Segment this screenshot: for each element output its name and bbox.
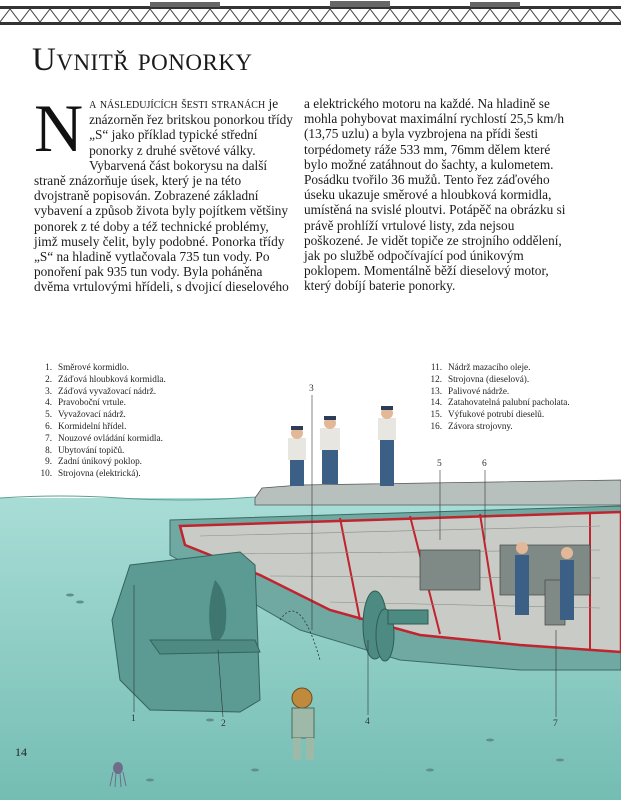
callout-4: 4 — [365, 717, 370, 727]
callout-1: 1 — [131, 714, 136, 724]
callout-7: 7 — [553, 719, 558, 729]
decorative-top-border — [0, 0, 621, 30]
body-text-left: je znázorněn řez britskou ponorkou třídy „S“ jako příklad typické střední ponorky z druhé světové války. Vybarvená část bokorysu na další straně znázorňuje úsek, který je na této dvojstraně popisován. Zobrazené základní vybavení a způsob života byly pojítkem většiny ponorek z té doby a též technické problémy, jimž musely čelit, byly podobné. Ponorka třídy „S“ na hladině vytlačovala 735 tun vody. Po ponoření pak 935 tun vody. Byla poháněna dvěma vrtulovými hřídeli, s dvojicí dieselového — [34, 96, 293, 295]
legend-item: 15. Výfukové potrubí dieselů. — [430, 409, 545, 420]
legend-item: 12. Strojovna (dieselová). — [430, 373, 530, 384]
legend-list-right — [424, 362, 594, 433]
legend-item: 13. Palivové nádrže. — [430, 385, 510, 396]
legend-item: 11. Nádrž mazacího oleje. — [430, 362, 531, 372]
legend-item: 7. Nouzové ovládání kormidla. — [45, 432, 163, 443]
legend-item: 5. Vyvažovací nádrž. — [45, 409, 126, 420]
callout-6: 6 — [482, 459, 487, 469]
legend-item: 1. Směrové kormidlo. — [45, 362, 129, 372]
body-text-left-column — [34, 90, 294, 295]
legend-item: 2. Záďová hloubková kormidla. — [45, 373, 166, 384]
legend-item: 3. Záďová vyvažovací nádrž. — [45, 385, 157, 396]
submarine-deck — [255, 480, 621, 505]
drop-cap: N — [34, 90, 84, 166]
legend-item: 16. Závora strojovny. — [430, 420, 513, 431]
intro-small-caps: a následujících šesti stranách — [89, 97, 266, 112]
crew-figures — [288, 406, 396, 486]
legend-item: 6. Kormidelní hřídel. — [45, 420, 127, 431]
body-text-right-column — [304, 96, 568, 294]
page-number: 14 — [15, 745, 27, 759]
callout-5: 5 — [437, 459, 442, 469]
legend-list-left — [34, 362, 214, 480]
legend-item: 8. Ubytování topičů. — [45, 444, 125, 455]
callout-2: 2 — [221, 719, 226, 729]
legend-item: 14. Zatahovatelná palubní pacholata. — [430, 397, 570, 408]
legend-item: 9. Zadní únikový poklop. — [45, 456, 142, 467]
body-text-right: a elektrického motoru na každé. Na hladině se mohla pohybovat maximální rychlostí 25,5 km/h (13,75 uzlu) a byla vyzbrojena na přídi šesti torpédomety ráže 533 mm, 76mm dělem které bylo možné zatáhnout do šachty, a kulometem. Posádku tvořilo 36 mužů. Tento řez záďového úseku ukazuje směrové a hloubková kormidla, umístěná na svislé ploutvi. Potápěč na obrázku si právě prohlíží vrtulové listy, zda nejsou poškozené. Je vidět topiče ze strojního oddělení, jak po službě odpočívající pod únikovým poklopem. Momentálně běží dieselový motor, který dobíjí baterie ponorky. — [304, 96, 566, 294]
hydroplane — [150, 640, 260, 654]
page-title: Uvnitř ponorky — [32, 42, 253, 78]
callout-3: 3 — [309, 384, 314, 394]
legend-item: 10. Strojovna (elektrická). — [40, 468, 141, 479]
legend-item: 4. Pravoboční vrtule. — [45, 397, 126, 408]
